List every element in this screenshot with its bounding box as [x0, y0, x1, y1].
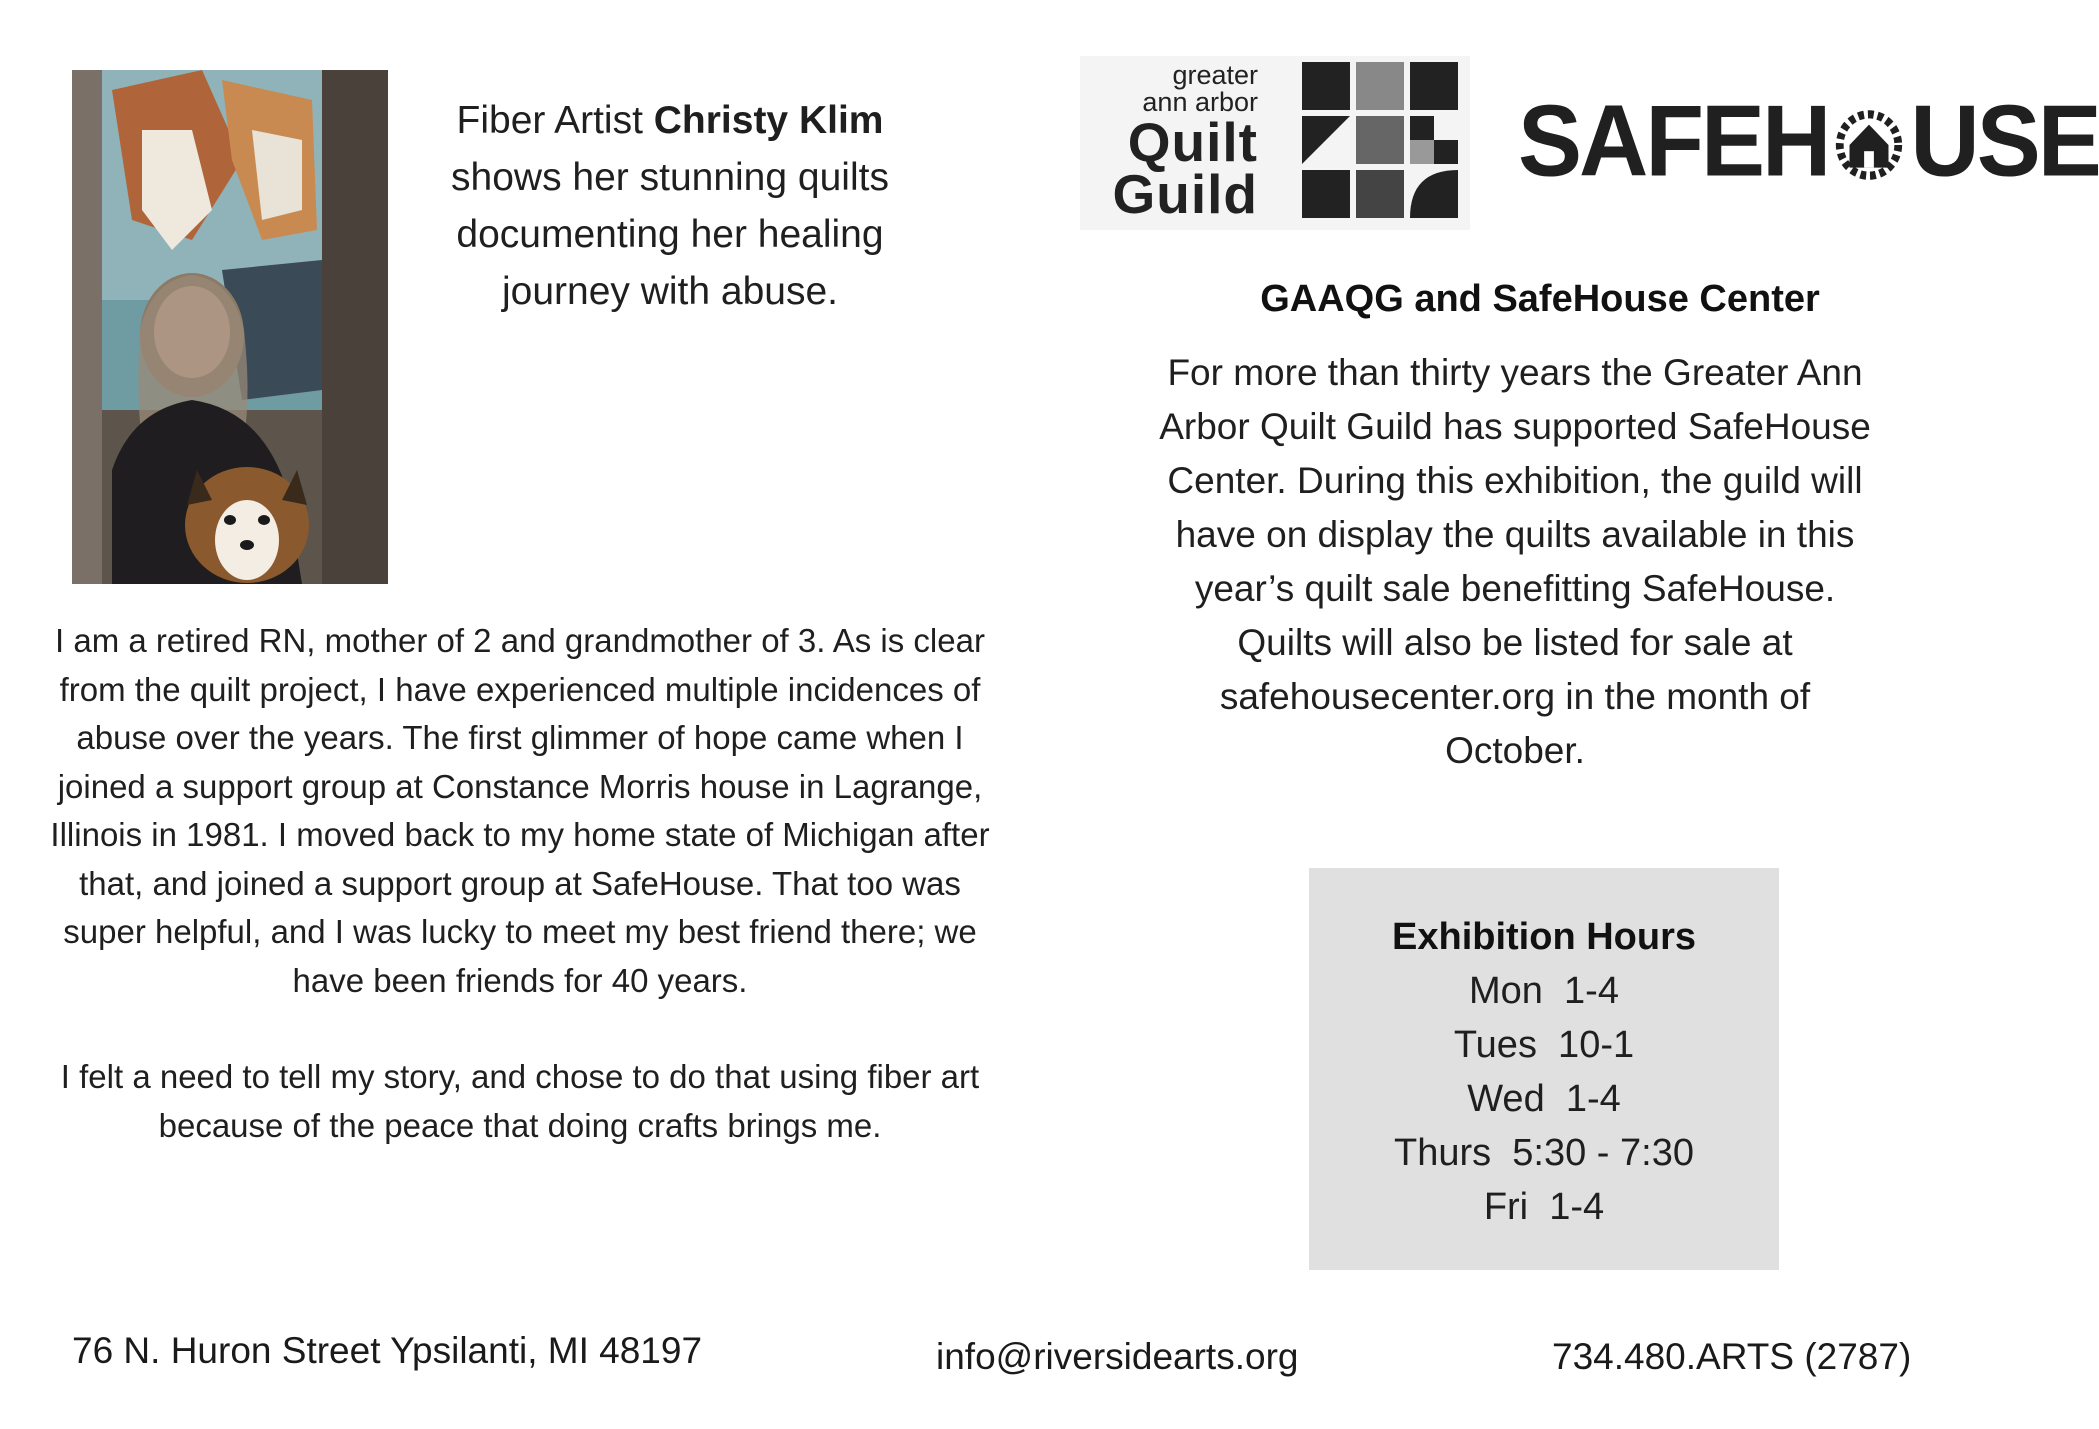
intro-prefix: Fiber Artist — [456, 99, 654, 142]
footer-phone: 734.480.ARTS (2787) — [1552, 1336, 1912, 1377]
intro-text — [420, 92, 920, 320]
gaaqg-body: For more than thirty years the Greater Ann Arbor Quilt Guild has supported SafeHouse Center. During this exhibition, the guild will have on display the quilts available in this year’s quilt sale benefitting SafeHouse. Quilts will also be listed for sale at safehousecenter.org in the month of October. — [1159, 352, 1871, 771]
guild-line-4: Guild — [1112, 163, 1258, 225]
artist-name: Christy Klim — [653, 99, 884, 142]
hours-row-fri: Fri 1-4 — [1483, 1186, 1605, 1228]
quilt-guild-wordmark — [1088, 60, 1258, 225]
guild-line-1: greater — [1172, 60, 1258, 90]
footer-address: 76 N. Huron Street Ypsilanti, MI 48197 — [72, 1330, 703, 1371]
house-wheel-icon — [1830, 100, 1908, 182]
safehouse-logo — [1518, 85, 2099, 198]
artist-story — [50, 617, 990, 1150]
story-paragraph-2: I felt a need to tell my story, and chose to do that using fiber art because of the peace that doing crafts brings me. — [60, 1058, 980, 1144]
story-paragraph-1: I am a retired RN, mother of 2 and grandmother of 3. As is clear from the quilt project, I have experienced multiple incidences of abuse over the years. The first glimmer of hope came when I joined a support group at Constance Morris house in Lagrange, Illinois in 1981. I moved back to my home state of Michigan after that, and joined a support group at SafeHouse. That too was super helpful, and I was lucky to meet my best friend there; we have been friends for 40 years. — [50, 622, 990, 999]
exhibition-hours-title: Exhibition Hours — [1392, 916, 1696, 958]
safehouse-word-end: USE — [1910, 85, 2099, 198]
quilt-guild-logo — [1080, 56, 1470, 230]
guild-line-3: Quilt — [1127, 111, 1258, 173]
hours-row-thurs: Thurs 5:30 - 7:30 — [1394, 1132, 1694, 1174]
hours-row-mon: Mon 1-4 — [1469, 970, 1619, 1012]
hours-row-tues: Tues 10-1 — [1453, 1024, 1635, 1066]
safehouse-wordmark — [1518, 85, 2099, 198]
intro-suffix: shows her stunning quilts documenting her healing journey with abuse. — [451, 156, 889, 313]
safehouse-word-start: SAFEH — [1518, 85, 1829, 198]
guild-line-2: ann arbor — [1142, 87, 1258, 117]
artist-photo-illustration — [72, 70, 388, 584]
artist-photo — [72, 70, 388, 584]
exhibition-hours-box — [1309, 868, 1779, 1270]
quilt-block-icon — [1302, 62, 1458, 218]
hours-row-wed: Wed 1-4 — [1467, 1078, 1621, 1120]
gaaqg-heading: GAAQG and SafeHouse Center — [1260, 278, 1820, 320]
footer-email: info@riversidearts.org — [936, 1336, 1299, 1377]
